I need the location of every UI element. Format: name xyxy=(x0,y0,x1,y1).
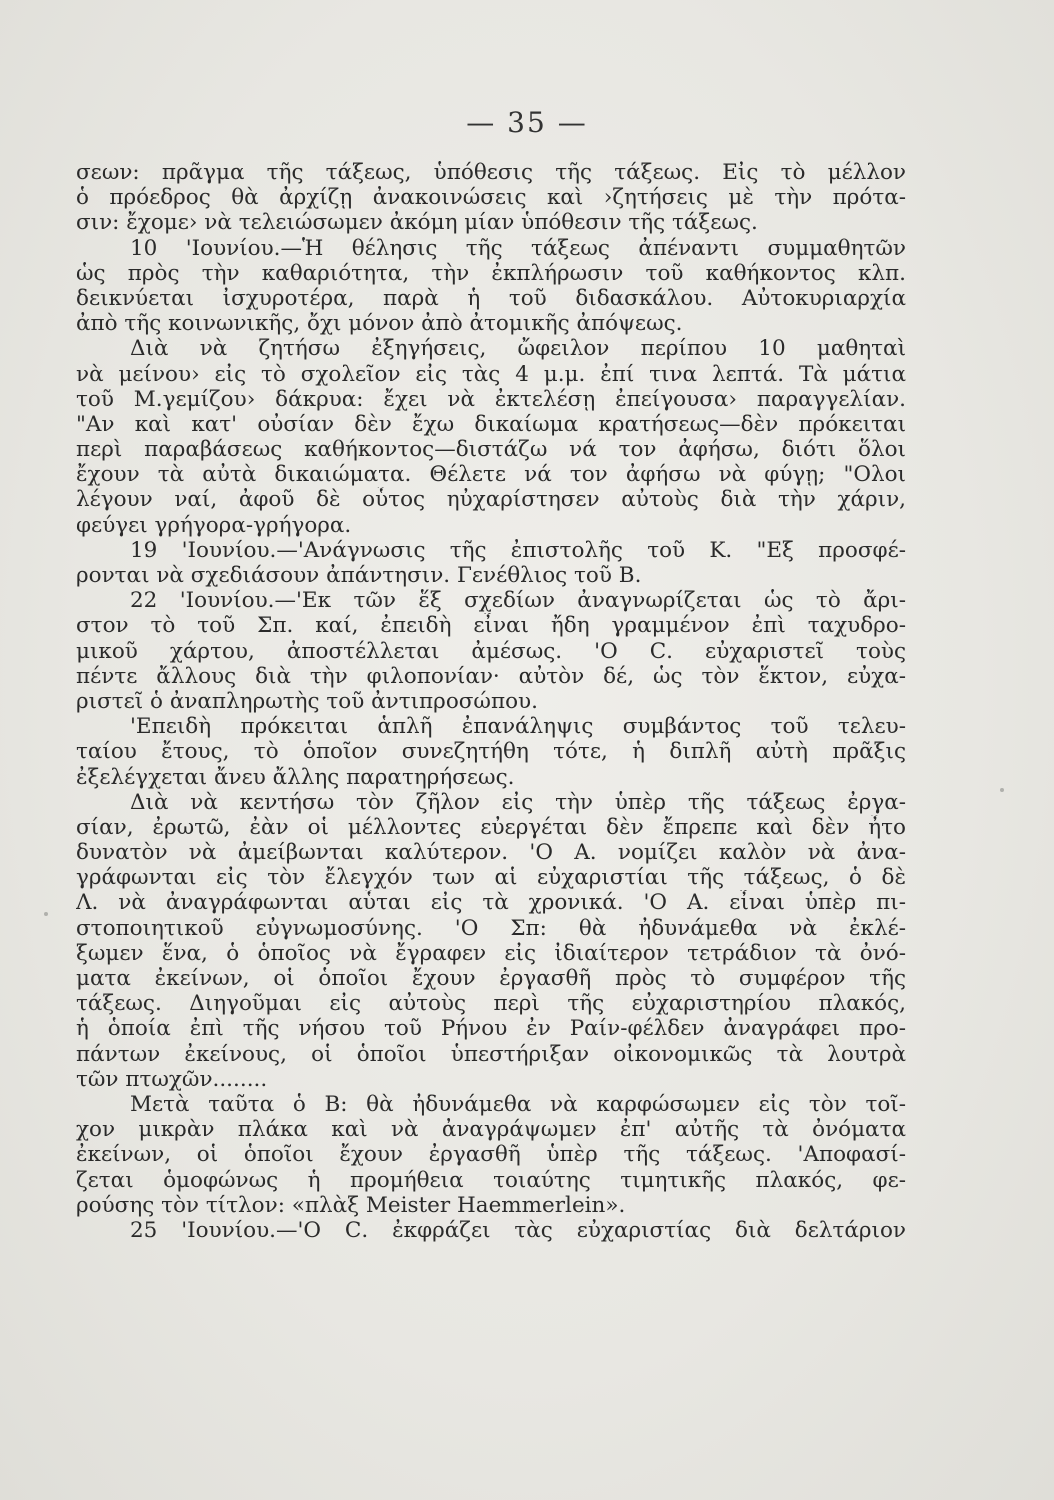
text-line: στοποιητικοῦ εὐγνωμοσύνης. 'Ο Σπ: θὰ ἠδυνάμεθα νὰ ἐκλέ- xyxy=(76,915,906,941)
text-line: ἡ ὁποία ἐπὶ τῆς νήσου τοῦ Ρήνου ἐν Ραίν-φέλδεν ἀναγράφει προ- xyxy=(76,1016,906,1042)
text-line: ματα ἐκείνων, οἱ ὁποῖοι ἔχουν ἐργασθῆ πρὸς τὸ συμφέρον τῆς xyxy=(76,966,906,991)
text-line: ρονται νὰ σχεδιάσουν ἀπάντησιν. Γενέθλιος τοῦ Β. xyxy=(76,563,642,588)
text-line: Μετὰ ταῦτα ὁ Β: θὰ ἠδυνάμεθα νὰ καρφώσωμεν εἰς τὸν τοῖ- xyxy=(130,1091,906,1117)
text-line: Λ. νὰ ἀναγράφωνται αὗται εἰς τὰ χρονικά. 'Ο Α. εἶναι ὑπὲρ πι- xyxy=(76,890,906,916)
text-line: περὶ παραβάσεως καθήκοντος—διστάζω νά τον ἀφήσω, διότι ὅλοι xyxy=(76,437,906,463)
text-line: στον τὸ τοῦ Σπ. καί, ἐπειδὴ εἶναι ἤδη γραμμένον ἐπὶ ταχυδρο- xyxy=(76,613,906,639)
text-line: γράφωνται εἰς τὸν ἔλεγχόν των αἱ εὐχαριστίαι τῆς τάξεως, ὁ δὲ xyxy=(76,865,906,891)
text-line: ἐξελέγχεται ἄνευ ἄλλης παρατηρήσεως. xyxy=(76,764,515,790)
text-line: φεύγει γρήγορα-γρήγορα. xyxy=(76,512,352,538)
text-line: λέγουν ναί, ἀφοῦ δὲ οὗτος ηὐχαρίστησεν αὐτοὺς διὰ τὴν χάριν, xyxy=(76,487,906,513)
text-line: δεικνύεται ἰσχυροτέρα, παρὰ ἡ τοῦ διδασκάλου. Αὐτοκυριαρχία xyxy=(76,285,906,311)
text-line: 25 'Ιουνίου.—'Ο С. ἐκφράζει τὰς εὐχαριστίας διὰ δελτάριον xyxy=(130,1217,906,1243)
text-line: ρούσης τὸν τίτλον: «πλὰξ Meister Haemmerlein». xyxy=(76,1192,626,1218)
text-line: 22 'Ιουνίου.—'Εκ τῶν ἕξ σχεδίων ἀναγνωρίζεται ὡς τὸ ἄρι- xyxy=(130,588,906,614)
text-line: "Αν καὶ κατ' οὐσίαν δὲν ἔχω δικαίωμα κρατήσεως—δὲν πρόκειται xyxy=(76,411,906,437)
text-line: 'Επειδὴ πρόκειται ἁπλῆ ἐπανάληψις συμβάντος τοῦ τελευ- xyxy=(130,714,906,740)
text-line: δυνατὸν νὰ ἀμείβωνται καλύτερον. 'Ο Α. νομίζει καλὸν νὰ ἀνα- xyxy=(76,840,906,866)
text-line: νὰ μείνου› εἰς τὸ σχολεῖον εἰς τὰς 4 μ.μ. ἐπί τινα λεπτά. Τὰ μάτια xyxy=(76,361,906,387)
text-line: σιν: ἔχομε› νὰ τελειώσωμεν ἀκόμη μίαν ὑπόθεσιν τῆς τάξεως. xyxy=(76,210,758,236)
text-line: ὁ πρόεδρος θὰ ἀρχίζῃ ἀνακοινώσεις καὶ ›ζητήσεις μὲ τὴν πρότα- xyxy=(76,185,906,211)
text-line: 19 'Ιουνίου.—'Ανάγνωσις τῆς ἐπιστολῆς τοῦ Κ. "Εξ προσφέ- xyxy=(130,537,906,563)
page-number: — 35 — xyxy=(466,106,588,139)
text-line: τῶν πτωχῶν........ xyxy=(76,1066,268,1092)
text-line: ἔχουν τὰ αὐτὰ δικαιώματα. Θέλετε νά τον ἀφήσω νὰ φύγῃ; "Ολοι xyxy=(76,462,906,488)
text-line: σίαν, ἐρωτῶ, ἐὰν οἱ μέλλοντες εὐεργέται δὲν ἔπρεπε καὶ δὲν ἦτο xyxy=(76,814,906,840)
text-line: 10 'Ιουνίου.—Ἡ θέλησις τῆς τάξεως ἀπέναντι συμμαθητῶν xyxy=(130,235,906,261)
text-line: μικοῦ χάρτου, ἀποστέλλεται ἀμέσως. 'Ο С. εὐχαριστεῖ τοὺς xyxy=(76,638,906,664)
text-line: πέντε ἄλλους διὰ τὴν φιλοπονίαν· αὐτὸν δέ, ὡς τὸν ἕκτον, εὐχα- xyxy=(76,663,906,689)
text-line: Διὰ νὰ ζητήσω ἐξηγήσεις, ὤφειλον περίπου 10 μαθηταὶ xyxy=(130,336,906,362)
text-line: Διὰ νὰ κεντήσω τὸν ζῆλον εἰς τὴν ὑπὲρ τῆς τάξεως ἐργα- xyxy=(130,789,906,815)
text-line: ριστεῖ ὁ ἀναπληρωτὴς τοῦ ἀντιπροσώπου. xyxy=(76,688,538,714)
text-line: τάξεως. Διηγοῦμαι εἰς αὐτοὺς περὶ τῆς εὐχαριστηρίου πλακός, xyxy=(76,991,906,1017)
text-line: ταίου ἔτους, τὸ ὁποῖον συνεζητήθη τότε, ἡ διπλῆ αὐτὴ πρᾶξις xyxy=(76,739,906,765)
text-line: ἀπὸ τῆς κοινωνικῆς, ὄχι μόνον ἀπὸ ἀτομικῆς ἀπόψεως. xyxy=(76,311,683,337)
text-line: τοῦ Μ.γεμίζου› δάκρυα: ἔχει νὰ ἐκτελέσῃ ἐπείγουσα› παραγγελίαν. xyxy=(76,386,906,412)
text-line: ζεται ὁμοφώνως ἡ προμήθεια τοιαύτης τιμητικῆς πλακός, φε- xyxy=(76,1167,906,1193)
text-line: σεων: πρᾶγμα τῆς τάξεως, ὑπόθεσις τῆς τάξεως. Εἰς τὸ μέλλον xyxy=(76,160,906,185)
text-line: ἐκείνων, οἱ ὁποῖοι ἔχουν ἐργασθῆ ὑπὲρ τῆς τάξεως. 'Αποφασί- xyxy=(76,1142,906,1168)
text-line: ὡς πρὸς τὴν καθαριότητα, τὴν ἐκπλήρωσιν τοῦ καθήκοντος κλπ. xyxy=(76,260,906,286)
text-line: πάντων ἐκείνους, οἱ ὁποῖοι ὑπεστήριξαν οἰκονομικῶς τὰ λουτρὰ xyxy=(76,1041,906,1067)
text-line: ξωμεν ἕνα, ὁ ὁποῖος νὰ ἔγραφεν εἰς ἰδιαίτερον τετράδιον τὰ ὀνό- xyxy=(76,940,906,966)
paper-spot xyxy=(44,912,48,916)
text-line: χον μικρὰν πλάκα καὶ νὰ ἀναγράψωμεν ἐπ' αὐτῆς τὰ ὀνόματα xyxy=(76,1117,906,1143)
body-text xyxy=(76,160,906,1243)
paper-spot xyxy=(1000,788,1004,792)
